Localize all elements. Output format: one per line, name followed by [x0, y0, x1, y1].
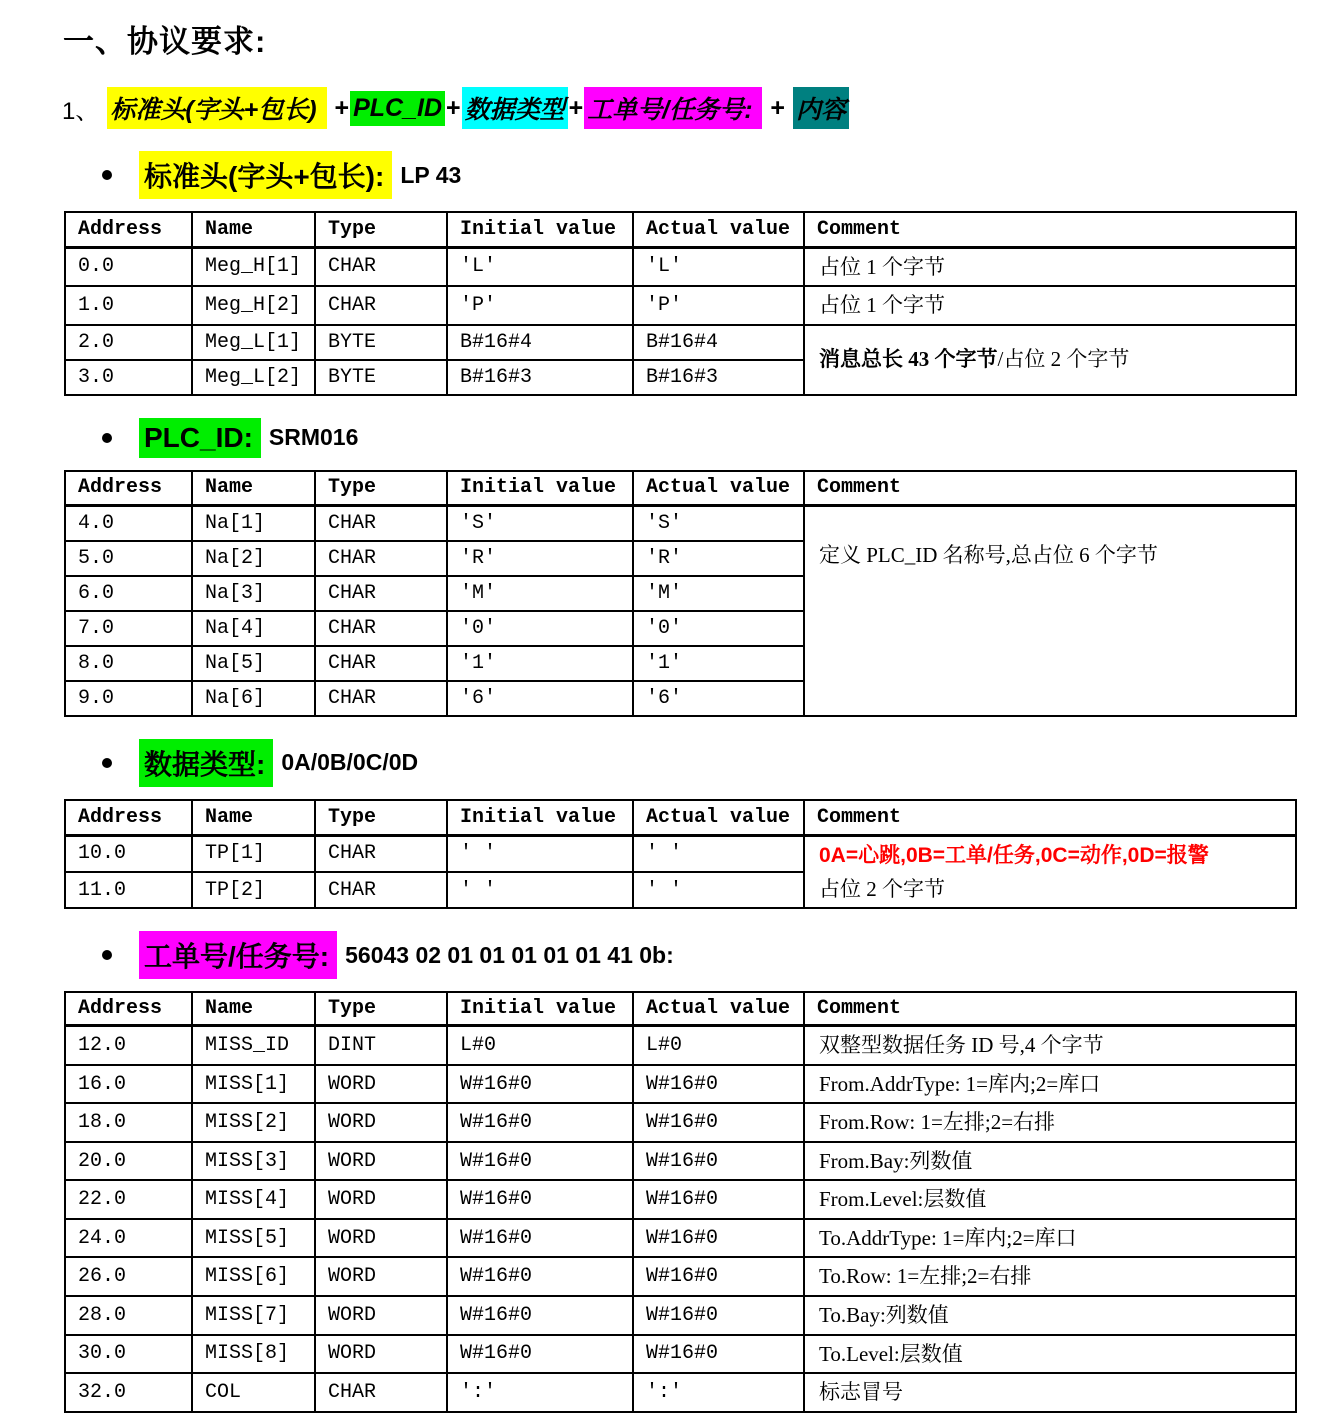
cell-name: Na[3]: [192, 576, 315, 611]
table-row: [65, 1296, 1296, 1335]
comment-text: To.Level:层数值: [819, 1341, 963, 1366]
cell-type: CHAR: [315, 506, 447, 541]
cell-type: BYTE: [315, 325, 447, 360]
column-header: Type: [315, 471, 447, 506]
cell-address: 20.0: [65, 1142, 192, 1181]
comment-line: [819, 839, 1285, 873]
cell-comment: [804, 1103, 1296, 1142]
formula-number: 1、: [62, 97, 100, 125]
cell-name: Na[2]: [192, 541, 315, 576]
comment-line: [819, 251, 1285, 284]
cell-type: CHAR: [315, 872, 447, 908]
cell-comment: [804, 1335, 1296, 1374]
table-header-row: [65, 800, 1296, 836]
cell-comment: [804, 506, 1296, 716]
table-row: [65, 1103, 1296, 1142]
cell-actual-value: 'M': [633, 576, 804, 611]
cell-type: CHAR: [315, 681, 447, 716]
cell-actual-value: W#16#0: [633, 1180, 804, 1219]
cell-type: WORD: [315, 1296, 447, 1335]
column-header: Initial value: [447, 992, 633, 1026]
cell-address: 8.0: [65, 646, 192, 681]
cell-name: MISS[3]: [192, 1142, 315, 1181]
formula-highlight-segment: 内容: [793, 87, 849, 129]
cell-actual-value: W#16#0: [633, 1335, 804, 1374]
comment-text: From.Level:层数值: [819, 1187, 987, 1212]
cell-initial-value: '1': [447, 646, 633, 681]
cell-address: 7.0: [65, 611, 192, 646]
column-header: Actual value: [633, 471, 804, 506]
bullet-icon: [102, 433, 112, 443]
table-row: [65, 286, 1296, 325]
column-header: Name: [192, 992, 315, 1026]
cell-type: DINT: [315, 1026, 447, 1065]
cell-initial-value: B#16#4: [447, 325, 633, 360]
cell-name: MISS[2]: [192, 1103, 315, 1142]
comment-line: [819, 343, 1285, 376]
column-header: Name: [192, 800, 315, 836]
table-row: [65, 1219, 1296, 1258]
cell-initial-value: W#16#0: [447, 1257, 633, 1296]
cell-comment: [804, 1180, 1296, 1219]
table-row: [65, 506, 1296, 541]
table-container-standard-header: [0, 211, 1344, 396]
cell-actual-value: 'S': [633, 506, 804, 541]
comment-line: [819, 1260, 1285, 1293]
cell-comment: [804, 1296, 1296, 1335]
cell-actual-value: W#16#0: [633, 1142, 804, 1181]
cell-type: CHAR: [315, 541, 447, 576]
comment-text: To.AddrType: 1=库内;2=库口: [819, 1225, 1077, 1250]
table-row: [65, 1065, 1296, 1104]
column-header: Actual value: [633, 212, 804, 247]
comment-text: 定义 PLC_ID 名称号,总占位 6 个字节: [819, 543, 1158, 568]
comment-line: [819, 1183, 1285, 1216]
cell-actual-value: ' ': [633, 872, 804, 908]
cell-type: CHAR: [315, 836, 447, 872]
cell-address: 1.0: [65, 286, 192, 325]
cell-actual-value: '1': [633, 646, 804, 681]
comment-text: 双整型数据任务 ID 号,4 个字节: [819, 1033, 1104, 1058]
cell-actual-value: 'L': [633, 247, 804, 286]
cell-actual-value: W#16#0: [633, 1257, 804, 1296]
cell-initial-value: 'L': [447, 247, 633, 286]
column-header: Type: [315, 992, 447, 1026]
formula-highlight-segment: 数据类型: [462, 87, 568, 129]
bullet-value-work-order: 56043 02 01 01 01 01 01 41 0b:: [345, 941, 674, 968]
table-row: [65, 1335, 1296, 1374]
cell-actual-value: W#16#0: [633, 1065, 804, 1104]
cell-comment: [804, 836, 1296, 909]
formula-segments: [107, 87, 849, 129]
cell-address: 16.0: [65, 1065, 192, 1104]
table-row: [65, 247, 1296, 286]
cell-initial-value: W#16#0: [447, 1103, 633, 1142]
cell-name: MISS[5]: [192, 1219, 315, 1258]
cell-type: CHAR: [315, 576, 447, 611]
cell-address: 6.0: [65, 576, 192, 611]
cell-comment: [804, 286, 1296, 325]
cell-actual-value: L#0: [633, 1026, 804, 1065]
cell-name: Meg_H[2]: [192, 286, 315, 325]
column-header: Address: [65, 992, 192, 1026]
cell-name: Na[4]: [192, 611, 315, 646]
comment-text: From.Row: 1=左排;2=右排: [819, 1110, 1056, 1135]
table-row: [65, 1257, 1296, 1296]
cell-type: CHAR: [315, 286, 447, 325]
comment-line: [819, 289, 1285, 322]
cell-type: CHAR: [315, 611, 447, 646]
cell-initial-value: B#16#3: [447, 360, 633, 395]
cell-initial-value: W#16#0: [447, 1142, 633, 1181]
cell-name: Meg_H[1]: [192, 247, 315, 286]
formula-plus-sign: +: [763, 93, 792, 122]
cell-name: MISS[1]: [192, 1065, 315, 1104]
cell-actual-value: B#16#4: [633, 325, 804, 360]
cell-address: 0.0: [65, 247, 192, 286]
cell-initial-value: ' ': [447, 872, 633, 908]
cell-actual-value: W#16#0: [633, 1296, 804, 1335]
document-page: [0, 16, 1344, 1418]
comment-line: [819, 1068, 1285, 1101]
protocol-table: [64, 470, 1297, 717]
cell-name: TP[2]: [192, 872, 315, 908]
comment-line: [819, 1299, 1285, 1332]
bullet-value-plc-id: SRM016: [268, 424, 359, 451]
formula-plus-sign: +: [568, 93, 584, 122]
cell-address: 3.0: [65, 360, 192, 395]
bullet-icon: [102, 170, 112, 180]
cell-initial-value: W#16#0: [447, 1065, 633, 1104]
cell-name: MISS[8]: [192, 1335, 315, 1374]
comment-text: 0A=心跳,0B=工单/任务,0C=动作,0D=报警: [819, 844, 1209, 868]
column-header: Name: [192, 471, 315, 506]
bullet-label-standard-header: 标准头(字头+包长):: [139, 151, 392, 199]
formula-highlight-segment: 工单号/任务号:: [584, 87, 762, 129]
bullet-line-data-type: [102, 739, 1344, 787]
column-header: Actual value: [633, 800, 804, 836]
cell-name: Na[5]: [192, 646, 315, 681]
formula-plus-sign: +: [327, 93, 350, 122]
comment-line: [819, 1222, 1285, 1255]
comment-line: [819, 1376, 1285, 1409]
cell-name: MISS[4]: [192, 1180, 315, 1219]
column-header: Comment: [804, 212, 1296, 247]
cell-name: MISS[7]: [192, 1296, 315, 1335]
cell-address: 9.0: [65, 681, 192, 716]
protocol-formula-line: [62, 87, 1344, 129]
cell-actual-value: 'P': [633, 286, 804, 325]
cell-initial-value: 'R': [447, 541, 633, 576]
formula-plus-sign: +: [446, 93, 461, 122]
bullet-value-standard-header: LP 43: [400, 161, 462, 188]
column-header: Type: [315, 800, 447, 836]
cell-type: WORD: [315, 1065, 447, 1104]
comment-text: To.Row: 1=左排;2=右排: [819, 1264, 1032, 1289]
cell-type: WORD: [315, 1257, 447, 1296]
cell-initial-value: 'P': [447, 286, 633, 325]
cell-comment: [804, 1065, 1296, 1104]
cell-initial-value: 'S': [447, 506, 633, 541]
cell-name: Meg_L[1]: [192, 325, 315, 360]
cell-address: 2.0: [65, 325, 192, 360]
table-container-plc-id: [0, 470, 1344, 717]
cell-address: 28.0: [65, 1296, 192, 1335]
cell-name: TP[1]: [192, 836, 315, 872]
comment-text: 占位 2 个字节: [819, 876, 945, 901]
column-header: Type: [315, 212, 447, 247]
cell-name: MISS[6]: [192, 1257, 315, 1296]
cell-comment: [804, 1373, 1296, 1412]
column-header: Address: [65, 800, 192, 836]
cell-address: 32.0: [65, 1373, 192, 1412]
table-row: [65, 836, 1296, 872]
cell-address: 18.0: [65, 1103, 192, 1142]
cell-address: 26.0: [65, 1257, 192, 1296]
column-header: Comment: [804, 800, 1296, 836]
bullet-line-work-order: [102, 931, 1344, 979]
cell-actual-value: '6': [633, 681, 804, 716]
cell-address: 5.0: [65, 541, 192, 576]
comment-line: [819, 1145, 1285, 1178]
comment-line: [819, 1029, 1285, 1062]
bullet-label-work-order: 工单号/任务号:: [139, 931, 337, 979]
column-header: Initial value: [447, 800, 633, 836]
comment-line: [819, 1338, 1285, 1371]
cell-address: 10.0: [65, 836, 192, 872]
table-row: [65, 325, 1296, 360]
cell-name: Meg_L[2]: [192, 360, 315, 395]
cell-initial-value: 'M': [447, 576, 633, 611]
table-header-row: [65, 471, 1296, 506]
table-header-row: [65, 992, 1296, 1026]
bullet-icon: [102, 950, 112, 960]
cell-name: Na[6]: [192, 681, 315, 716]
protocol-table: [64, 211, 1297, 396]
cell-actual-value: W#16#0: [633, 1103, 804, 1142]
comment-text: /占位 2 个字节: [997, 347, 1130, 372]
column-header: Comment: [804, 992, 1296, 1026]
column-header: Address: [65, 212, 192, 247]
cell-comment: [804, 1257, 1296, 1296]
cell-address: 30.0: [65, 1335, 192, 1374]
cell-comment: [804, 1026, 1296, 1065]
cell-actual-value: '0': [633, 611, 804, 646]
cell-type: CHAR: [315, 247, 447, 286]
comment-line: [819, 873, 1285, 906]
cell-initial-value: W#16#0: [447, 1219, 633, 1258]
comment-text: From.Bay:列数值: [819, 1148, 973, 1173]
comment-text: From.AddrType: 1=库内;2=库口: [819, 1071, 1101, 1096]
cell-initial-value: ':': [447, 1373, 633, 1412]
cell-initial-value: ' ': [447, 836, 633, 872]
cell-actual-value: W#16#0: [633, 1219, 804, 1258]
cell-address: 12.0: [65, 1026, 192, 1065]
bullet-label-data-type: 数据类型:: [139, 739, 273, 787]
cell-type: WORD: [315, 1335, 447, 1374]
column-header: Address: [65, 471, 192, 506]
cell-address: 4.0: [65, 506, 192, 541]
comment-text: 标志冒号: [819, 1380, 903, 1405]
cell-type: BYTE: [315, 360, 447, 395]
table-row: [65, 1142, 1296, 1181]
cell-address: 22.0: [65, 1180, 192, 1219]
column-header: Name: [192, 212, 315, 247]
column-header: Actual value: [633, 992, 804, 1026]
table-header-row: [65, 212, 1296, 247]
cell-actual-value: ':': [633, 1373, 804, 1412]
cell-comment: [804, 1219, 1296, 1258]
bullet-label-plc-id: PLC_ID:: [139, 418, 261, 458]
table-row: [65, 1026, 1296, 1065]
cell-name: Na[1]: [192, 506, 315, 541]
cell-initial-value: W#16#0: [447, 1335, 633, 1374]
comment-line: [819, 539, 1285, 572]
cell-type: WORD: [315, 1180, 447, 1219]
cell-initial-value: W#16#0: [447, 1180, 633, 1219]
cell-actual-value: ' ': [633, 836, 804, 872]
comment-text: 占位 1 个字节: [819, 254, 945, 279]
protocol-table: [64, 799, 1297, 910]
bullet-value-data-type: 0A/0B/0C/0D: [281, 749, 419, 776]
cell-initial-value: '0': [447, 611, 633, 646]
table-container-work-order: [0, 991, 1344, 1412]
bullet-icon: [102, 758, 112, 768]
formula-highlight-segment: PLC_ID: [350, 91, 445, 126]
cell-initial-value: '6': [447, 681, 633, 716]
cell-type: CHAR: [315, 646, 447, 681]
table-row: [65, 1373, 1296, 1412]
comment-text: To.Bay:列数值: [819, 1303, 949, 1328]
comment-text: 占位 1 个字节: [819, 293, 945, 318]
cell-initial-value: W#16#0: [447, 1296, 633, 1335]
formula-highlight-segment: 标准头(字头+包长): [107, 87, 326, 129]
protocol-table: [64, 991, 1297, 1412]
column-header: Comment: [804, 471, 1296, 506]
cell-actual-value: 'R': [633, 541, 804, 576]
cell-name: COL: [192, 1373, 315, 1412]
bullet-line-standard-header: [102, 151, 1344, 199]
cell-type: WORD: [315, 1103, 447, 1142]
cell-initial-value: L#0: [447, 1026, 633, 1065]
cell-comment: [804, 1142, 1296, 1181]
column-header: Initial value: [447, 471, 633, 506]
cell-name: MISS_ID: [192, 1026, 315, 1065]
bullet-line-plc-id: [102, 418, 1344, 458]
cell-comment: [804, 247, 1296, 286]
column-header: Initial value: [447, 212, 633, 247]
cell-address: 11.0: [65, 872, 192, 908]
cell-address: 24.0: [65, 1219, 192, 1258]
cell-actual-value: B#16#3: [633, 360, 804, 395]
cell-type: WORD: [315, 1142, 447, 1181]
table-container-data-type: [0, 799, 1344, 910]
table-row: [65, 1180, 1296, 1219]
cell-type: CHAR: [315, 1373, 447, 1412]
comment-line: [819, 1106, 1285, 1139]
section-heading: 一、协议要求:: [63, 24, 267, 59]
cell-comment: [804, 325, 1296, 395]
cell-type: WORD: [315, 1219, 447, 1258]
comment-text: 消息总长 43 个字节: [819, 347, 998, 372]
